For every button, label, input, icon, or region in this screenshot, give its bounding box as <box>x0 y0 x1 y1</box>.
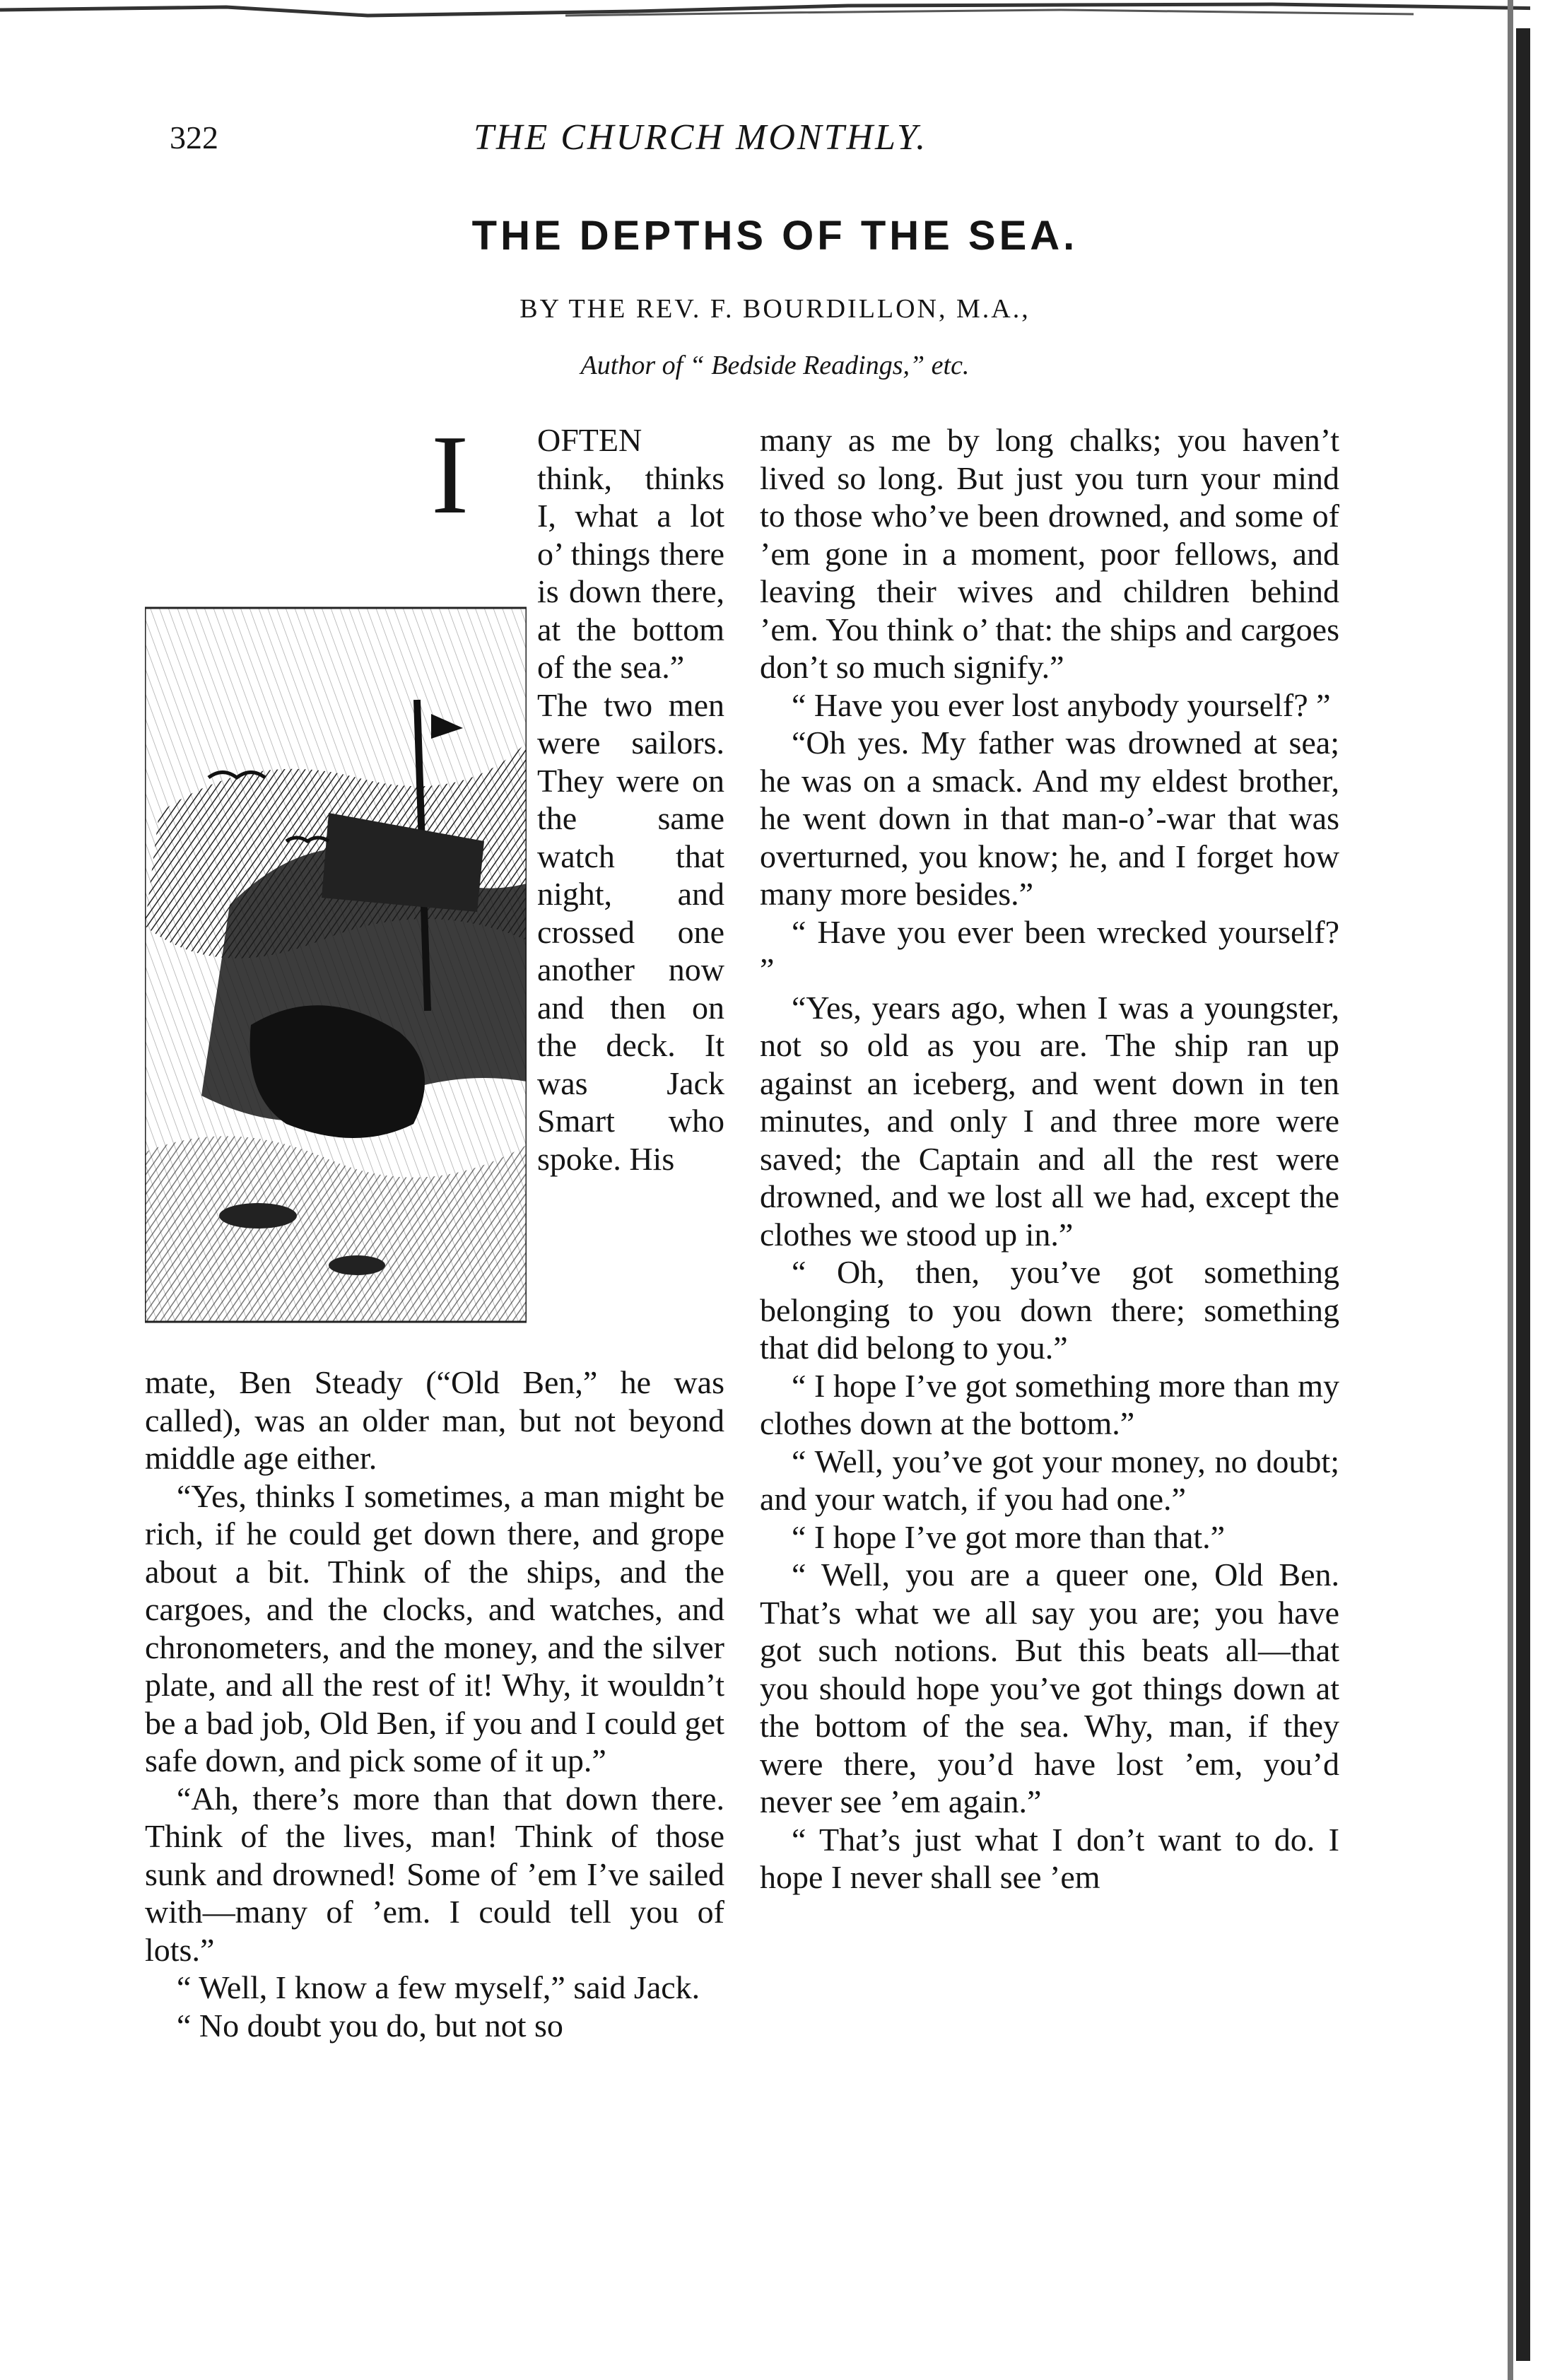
top-scan-rule <box>0 0 1550 28</box>
paragraph: “ Well, you are a queer one, Old Ben. That’s what we all say you are; you have got such notions. But this beats all—that you should hope you’ve got things down at the bottom of the sea. Why, man, if they were there, you’d have lost ’em, you’d never see ’em again.” <box>760 1557 1339 1819</box>
article-title: THE DEPTHS OF THE SEA. <box>471 213 1079 259</box>
page-header <box>0 110 1550 166</box>
paragraph: OFTEN think, thinks I, what a lot o’ things there is down there, at the bottom of the sea.” <box>537 422 724 685</box>
page-number: 322 <box>170 119 218 156</box>
byline: BY THE REV. F. BOURDILLON, M.A., <box>519 294 1031 324</box>
paragraph: mate, Ben Steady (“Old Ben,” he was called), was an older man, but not beyond middle age either. <box>145 1364 724 1476</box>
paragraph: “Ah, there’s more than that down there. Think of the lives, man! Think of those sunk and drowned! Some of ’em I’ve sailed with—many of ’em. I could tell you of lots.” <box>145 1780 724 1968</box>
left-text-column <box>145 1364 724 2044</box>
paragraph: “ I hope I’ve got something more than my clothes down at the bottom.” <box>760 1367 1339 1441</box>
paragraph: “ That’s just what I don’t want to do. I hope I never shall see ’em <box>760 1821 1339 1895</box>
paragraph: “ Have you ever lost anybody yourself? ” <box>792 686 1331 723</box>
paragraph: “ Oh, then, you’ve got something belonging to you down there; something that did belong to you.” <box>760 1254 1339 1366</box>
paragraph: “ No doubt you do, but not so <box>177 2007 563 2044</box>
drop-cap: I <box>431 411 469 537</box>
paragraph: “ Well, you’ve got your money, no doubt; and your watch, if you had one.” <box>760 1443 1339 1517</box>
narrow-text-column <box>537 421 724 1178</box>
paragraph: “Yes, thinks I sometimes, a man might be rich, if he could get down there, and grope about a bit. Think of the ships, and the cargoes, and the clocks, and watches, and chronometers, and the money, and the silver plate, and all the rest of it! Why, it wouldn’t be a bad job, Old Ben, if you and I could get safe down, and pick some of it up.” <box>145 1477 724 1778</box>
paragraph: many as me by long chalks; you haven’t lived so long. But just you turn your mind to those who’ve been drowned, and some of ’em gone in a moment, poor fellows, and leaving their wives and children behind ’em. You think o’ that: the ships and cargoes don’t so much signify.” <box>760 422 1339 685</box>
paragraph: “Yes, years ago, when I was a youngster, not so old as you are. The ship ran up against an iceberg, and went down in ten minutes, and only I and three more were saved; the Captain and all the rest were drowned, and we lost all we had, except the clothes we stood up in.” <box>760 989 1339 1253</box>
paragraph: The two men were sailors. They were on the same watch that night, and crossed one another now and then on the deck. It was Jack Smart who spoke. His <box>537 686 724 1177</box>
paragraph: “ Have you ever been wrecked yourself? ” <box>760 913 1339 987</box>
paragraph: “ I hope I’ve got more than that.” <box>792 1518 1226 1555</box>
running-title: THE CHURCH MONTHLY. <box>474 117 928 158</box>
right-text-column <box>760 421 1339 1897</box>
author-note: Author of “ Bedside Readings,” etc. <box>580 351 970 380</box>
paragraph: “ Well, I know a few myself,” said Jack. <box>177 1969 700 2005</box>
paragraph: “Oh yes. My father was drowned at sea; he was on a smack. And my eldest brother, he went down in that man-o’-war that was overturned, you know; he, and I forget how many more besides.” <box>760 725 1339 912</box>
ship-in-storm-engraving <box>145 445 527 1325</box>
